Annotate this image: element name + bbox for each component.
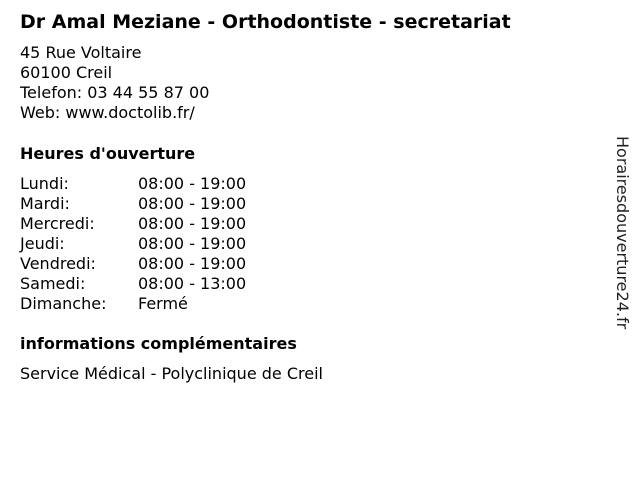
hours-row-tuesday: [20, 194, 320, 214]
postal-city: 60100 Creil: [20, 63, 113, 82]
page-title: Dr Amal Meziane - Orthodontiste - secretariat: [20, 11, 511, 33]
time-range: 08:00 - 13:00: [138, 274, 247, 293]
day-label: Lundi:: [20, 174, 69, 193]
opening-hours-heading: Heures d'ouverture: [20, 144, 196, 163]
time-range: 08:00 - 19:00: [138, 234, 247, 253]
day-label: Vendredi:: [20, 254, 96, 273]
time-range: 08:00 - 19:00: [138, 194, 247, 213]
hours-row-sunday: [20, 294, 320, 314]
time-range: 08:00 - 19:00: [138, 254, 247, 273]
site-watermark: Horairesdouverture24.fr: [613, 136, 632, 330]
phone-number: Telefon: 03 44 55 87 00: [20, 83, 210, 102]
service-description: Service Médical - Polyclinique de Creil: [20, 364, 323, 383]
day-label: Mardi:: [20, 194, 70, 213]
hours-row-wednesday: [20, 214, 320, 234]
day-label: Jeudi:: [20, 234, 65, 253]
hours-row-friday: [20, 254, 320, 274]
hours-row-monday: [20, 174, 320, 194]
time-range: 08:00 - 19:00: [138, 214, 247, 233]
day-label: Samedi:: [20, 274, 86, 293]
website: Web: www.doctolib.fr/: [20, 103, 195, 122]
street-address: 45 Rue Voltaire: [20, 43, 142, 62]
time-range: 08:00 - 19:00: [138, 174, 247, 193]
time-range: Fermé: [138, 294, 188, 313]
additional-info-heading: informations complémentaires: [20, 334, 297, 353]
hours-row-thursday: [20, 234, 320, 254]
hours-row-saturday: [20, 274, 320, 294]
opening-hours-table: [20, 174, 320, 314]
day-label: Mercredi:: [20, 214, 95, 233]
address-block: [20, 43, 209, 123]
day-label: Dimanche:: [20, 294, 107, 313]
